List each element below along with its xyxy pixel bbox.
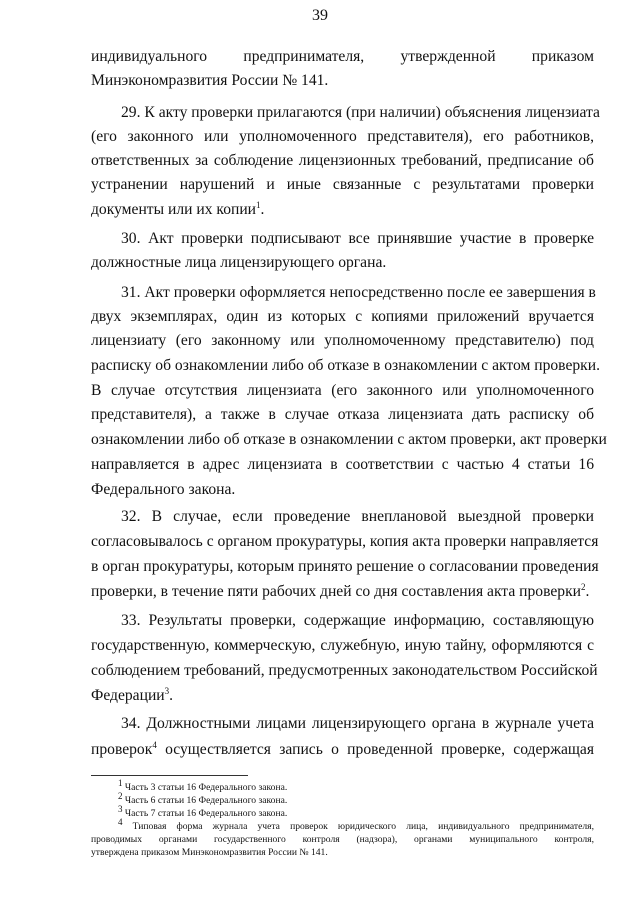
paragraph-32-line: согласовывалось с органом прокуратуры, копия акта проверки направляется [91, 533, 599, 550]
footnote-ref: 1 [256, 199, 261, 210]
paragraph-31-line: В случае отсутствия лицензиата (его законного или уполномоченного [91, 382, 594, 399]
paragraph-31-line: ознакомлении либо об отказе в ознакомлении с актом проверки, акт проверки [91, 431, 607, 448]
footnote-4-line: утверждена приказом Минэкономразвития России № 141. [91, 847, 328, 858]
paragraph-29-line: 29. К акту проверки прилагаются (при наличии) объяснения лицензиата [121, 104, 600, 121]
footnote-4-line: проводимых органами государственного контроля (надзора), органами муниципального контроля, [91, 834, 594, 845]
paragraph-34-line: проверок$^4$ осуществляется запись о проведенной проверке, содержащая [91, 739, 594, 758]
paragraph-31-line: Федерального закона. [91, 481, 236, 498]
paragraph-33-line: 33. Результаты проверки, содержащие информацию, составляющую [121, 612, 594, 629]
paragraph-29-line: документы или их копии$^1$. [91, 199, 265, 218]
footnote-2: $^2$ Часть 6 статьи 16 Федерального закона. [118, 790, 288, 806]
footnote-1: $^1$ Часть 3 статьи 16 Федерального закона. [118, 777, 288, 793]
paragraph-30-line: должностные лица лицензирующего органа. [91, 254, 387, 271]
paragraph-31-line: двух экземплярах, один из которых с копиями приложений вручается [91, 308, 594, 325]
paragraph-34-line: 34. Должностными лицами лицензирующего органа в журнале учета [121, 715, 594, 732]
paragraph-29-line: ответственных за соблюдение лицензионных требований, предписание об [91, 152, 594, 169]
footnote-ref: 3 [164, 685, 170, 696]
paragraph-31-line: 31. Акт проверки оформляется непосредственно после ее завершения в [121, 284, 596, 301]
paragraph-31-line: лицензиату (его законному или уполномоченному представителю) под [91, 332, 594, 349]
paragraph-31-line: направляется в адрес лицензиата в соответствии с частью 4 статьи 16 [91, 456, 594, 473]
paragraph-29-line: (его законного или уполномоченного представителя), его работников, [91, 128, 594, 145]
paragraph-33-line: соблюдением требований, предусмотренных законодательством Российской [91, 662, 598, 679]
paragraph-33-line: Федерации$^3$. [91, 685, 174, 704]
paragraph-32-line: в орган прокуратуры, которым принято решение о согласовании проведения [91, 558, 599, 575]
paragraph-32-line: 32. В случае, если проведение внеплановой выездной проверки [121, 508, 594, 525]
paragraph-33-line: государственную, коммерческую, служебную, иную тайну, оформляются с [91, 637, 594, 654]
footnote-4: $^4$ Типовая форма журнала учета проверок юридического лица, индивидуального предпринимателя, [118, 816, 594, 832]
paragraph-30-line: 30. Акт проверки подписывают все принявшие участие в проверке [121, 230, 594, 247]
page-number: 39 [312, 7, 328, 24]
footnote-3: $^3$ Часть 7 статьи 16 Федерального закона. [118, 803, 288, 819]
paragraph-31-line: представителя), а также в случае отказа лицензиата дать расписку об [91, 406, 594, 423]
footnote-separator [91, 775, 248, 776]
paragraph-31-line: расписку об ознакомлении либо об отказе в ознакомлении с актом проверки. [91, 357, 600, 374]
paragraph-32-line: проверки, в течение пяти рабочих дней со дня составления акта проверки$^2$. [91, 581, 590, 600]
text-line: индивидуального предпринимателя, утвержденной приказом [91, 48, 594, 65]
footnote-ref: 2 [581, 581, 586, 592]
text-line: Минэкономразвития России № 141. [91, 72, 329, 89]
paragraph-29-line: устранении нарушений и иные связанные с результатами проверки [91, 176, 594, 193]
footnote-ref: 4 [152, 739, 157, 750]
